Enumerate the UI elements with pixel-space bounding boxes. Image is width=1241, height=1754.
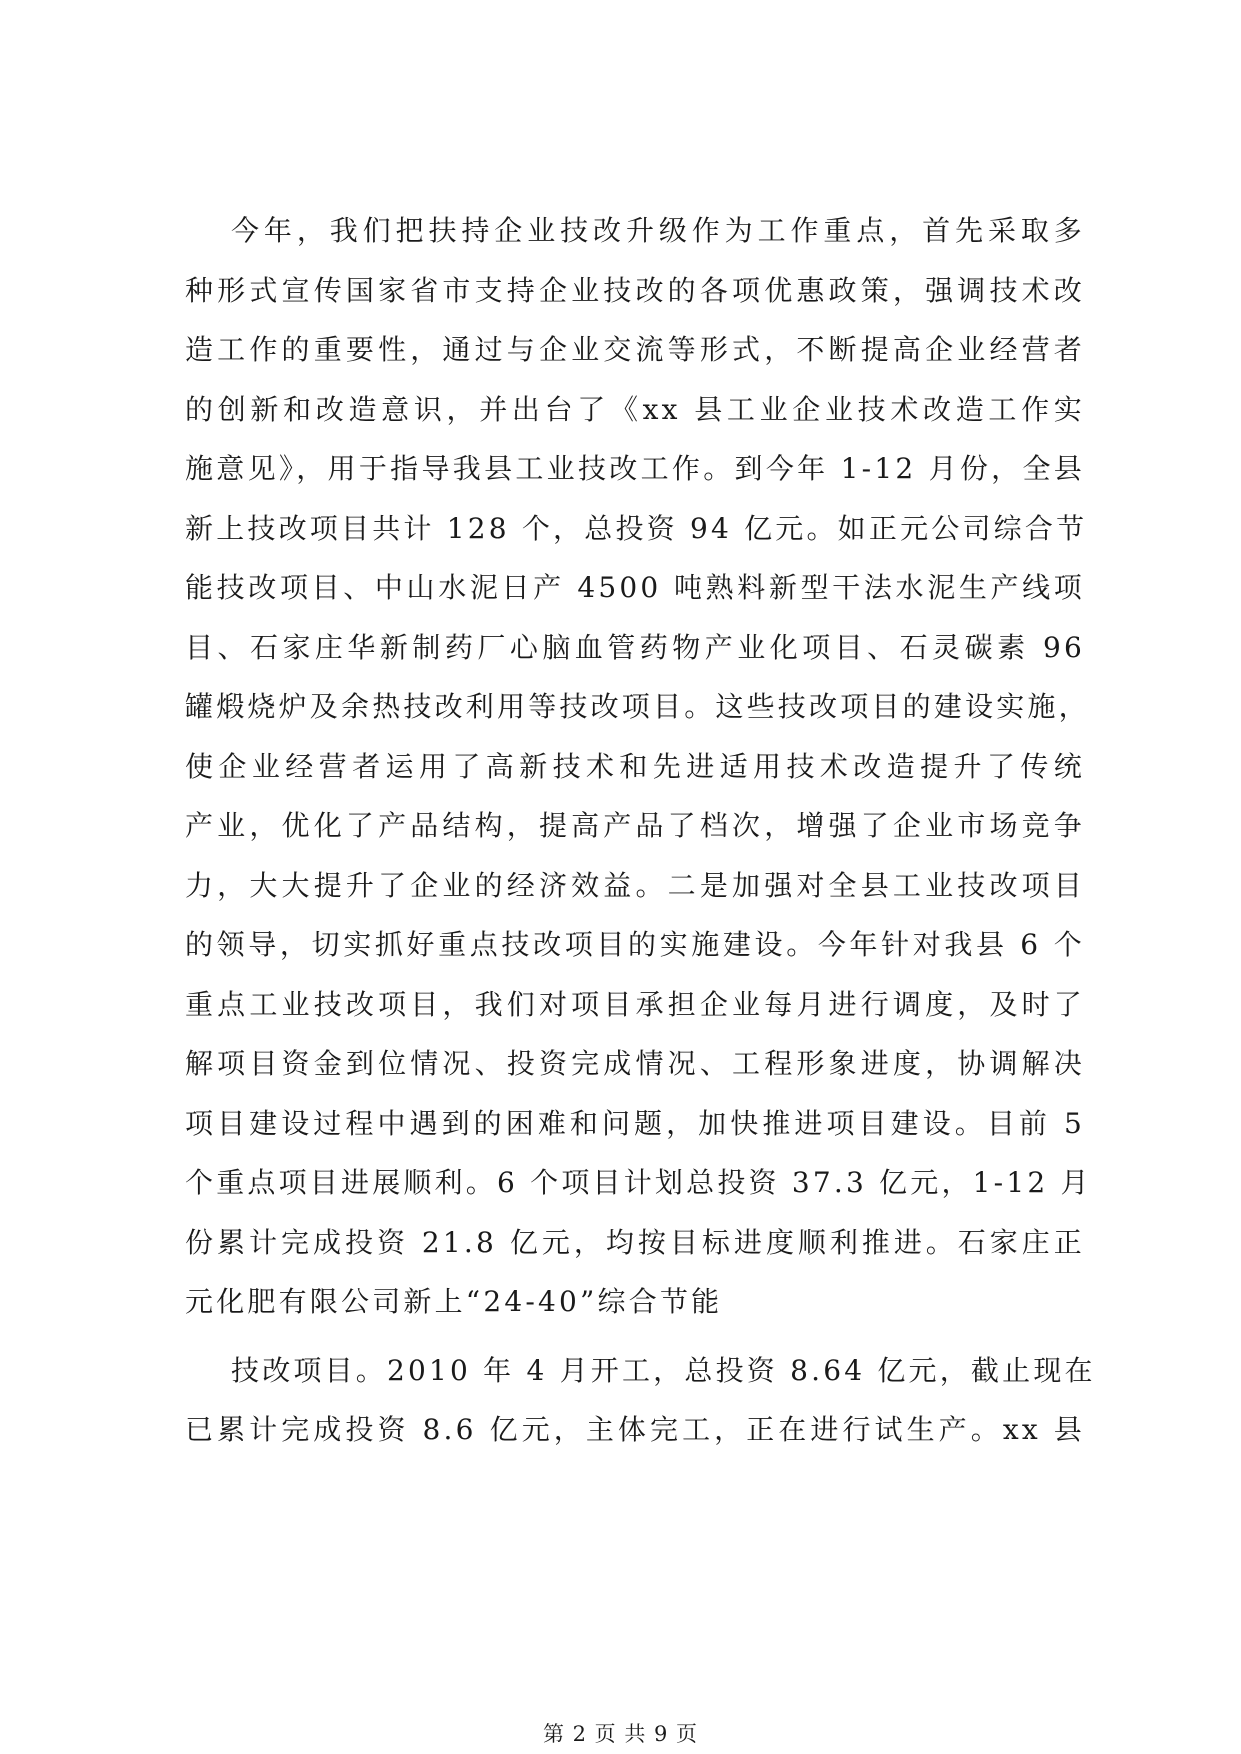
- text-line: 目、石家庄华新制药厂心脑血管药物产业化项目、石灵碳素 96: [185, 630, 1085, 664]
- text-line: 的领导，切实抓好重点技改项目的实施建设。今年针对我县 6 个: [185, 928, 1085, 961]
- text-line: 罐煅烧炉及余热技改利用等技改项目。这些技改项目的建设实施，: [185, 690, 1090, 723]
- paragraph-2: [185, 1341, 1096, 1460]
- text-line: 种形式宣传国家省市支持企业技改的各项优惠政策，强调技术改: [185, 273, 1085, 307]
- text-line: 的创新和改造意识，并出台了《xx 县工业企业技术改造工作实: [185, 392, 1085, 426]
- text-line: 使企业经营者运用了高新技术和先进适用技术改造提升了传统: [185, 749, 1085, 783]
- text-line: 今年，我们把扶持企业技改升级作为工作重点，首先采取多: [231, 214, 1085, 247]
- document-body: [185, 201, 1096, 1460]
- text-line: 技改项目。2010 年 4 月开工，总投资 8.64 亿元，截止现在: [231, 1353, 1096, 1387]
- text-line: 施意见》，用于指导我县工业技改工作。到今年 1-12 月份，全县: [185, 452, 1085, 485]
- text-line: 力，大大提升了企业的经济效益。二是加强对全县工业技改项目: [185, 868, 1085, 902]
- text-line: 个重点项目进展顺利。6 个项目计划总投资 37.3 亿元，1-12 月: [185, 1166, 1092, 1199]
- text-line: 已累计完成投资 8.6 亿元，主体完工，正在进行试生产。xx 县: [185, 1413, 1085, 1446]
- text-line: 能技改项目、中山水泥日产 4500 吨熟料新型干法水泥生产线项: [185, 571, 1085, 604]
- text-line: 产业，优化了产品结构，提高产品了档次，增强了企业市场竞争: [185, 809, 1085, 842]
- text-line: 新上技改项目共计 128 个，总投资 94 亿元。如正元公司综合节: [185, 511, 1088, 545]
- text-line: 重点工业技改项目，我们对项目承担企业每月进行调度，及时了: [185, 987, 1085, 1021]
- page-footer: 第 2 页 共 9 页: [542, 1722, 699, 1746]
- text-line: 元化肥有限公司新上“24-40”综合节能: [185, 1285, 723, 1318]
- text-line: 造工作的重要性，通过与企业交流等形式，不断提高企业经营者: [185, 333, 1085, 366]
- text-line: 项目建设过程中遇到的困难和问题，加快推进项目建设。目前 5: [185, 1106, 1085, 1140]
- paragraph-1: [185, 201, 1092, 1332]
- paragraph-gap: [185, 1332, 1085, 1341]
- text-line: 份累计完成投资 21.8 亿元，均按目标进度顺利推进。石家庄正: [185, 1225, 1085, 1259]
- text-line: 解项目资金到位情况、投资完成情况、工程形象进度，协调解决: [185, 1047, 1085, 1080]
